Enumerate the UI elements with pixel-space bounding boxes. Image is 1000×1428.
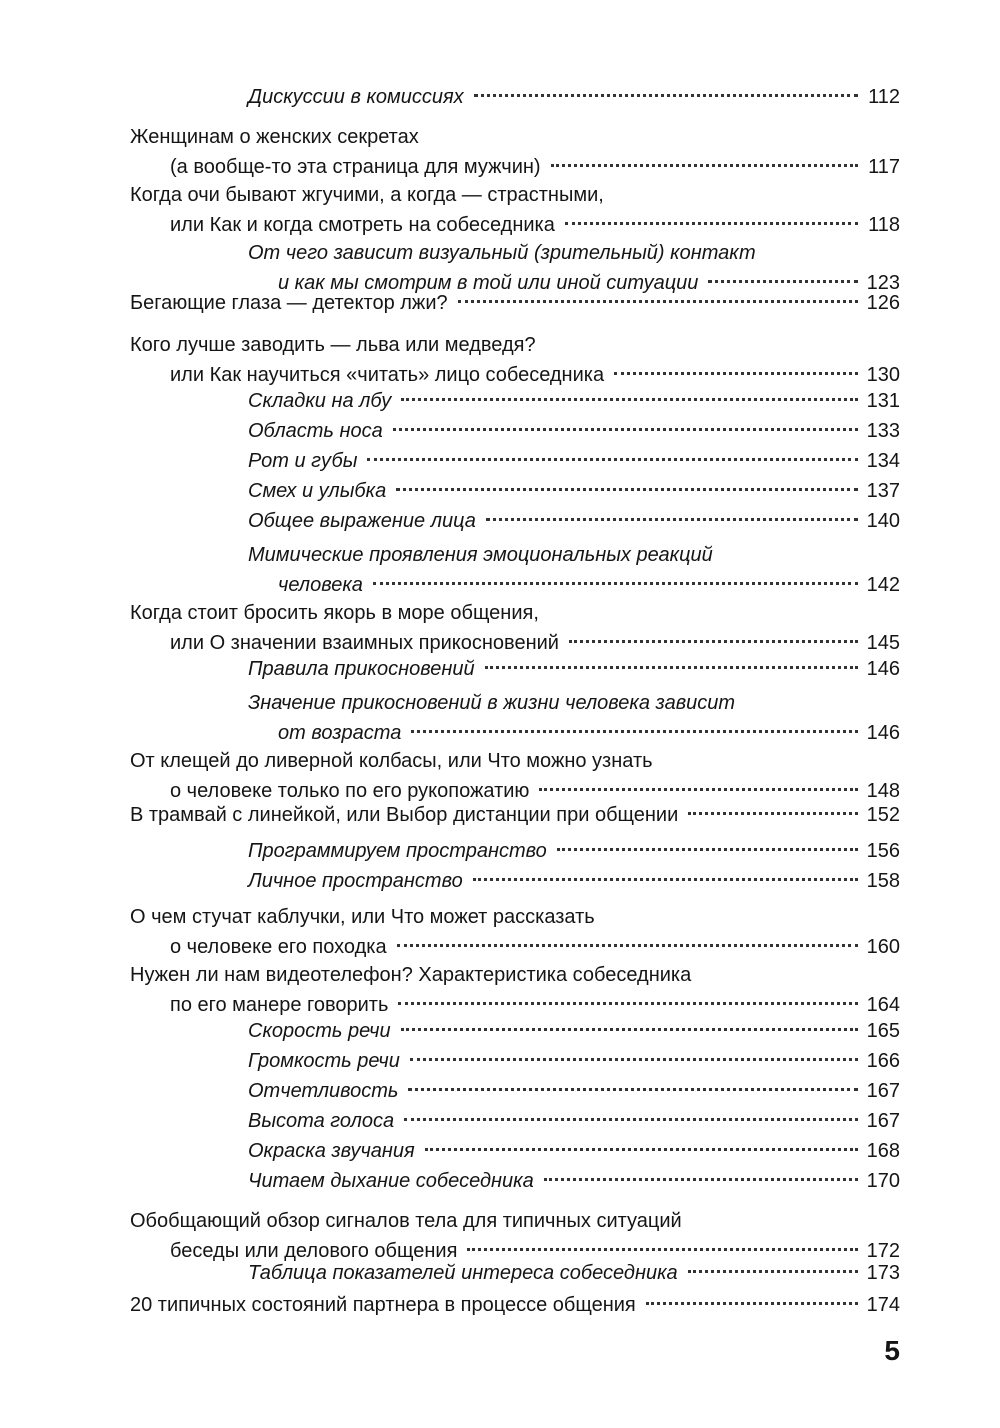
toc-page-number: 152: [866, 804, 900, 826]
toc-title-text: Когда очи бывают жгучими, а когда — страстными,: [130, 184, 604, 206]
toc-title-text: Когда стоит бросить якорь в море общения,: [130, 602, 539, 624]
toc-title-text: Дискуссии в комиссиях: [248, 86, 464, 108]
toc-page-number: 133: [866, 420, 900, 442]
toc-title-text: Смех и улыбка: [248, 480, 387, 502]
toc-subentry: [248, 1076, 900, 1106]
toc-page-number: 174: [866, 1294, 900, 1316]
toc-page-number: 158: [866, 870, 900, 892]
toc-title-text: Нужен ли нам видеотелефон? Характеристика собеседника: [130, 964, 692, 986]
toc-page-number: 142: [866, 574, 900, 596]
toc-title-text: или Как научиться «читать» лицо собеседника: [170, 364, 605, 386]
toc-entry: [130, 960, 900, 1020]
toc-subentry: [248, 1046, 900, 1076]
dot-leader: [485, 666, 858, 669]
toc-title-text: о человеке только по его рукопожатию: [170, 780, 530, 802]
toc-entry: [130, 122, 900, 182]
toc-title-text: Мимические проявления эмоциональных реакций: [248, 544, 713, 566]
toc-title-text: Правила прикосновений: [248, 658, 475, 680]
toc-line: [248, 1016, 900, 1046]
dot-leader: [708, 280, 858, 283]
page-number: 5: [884, 1335, 900, 1366]
toc-subentry: [248, 1016, 900, 1046]
toc-line: [248, 1106, 900, 1136]
dot-leader: [569, 640, 858, 643]
dot-leader: [401, 1028, 858, 1031]
toc-line: [130, 1206, 900, 1236]
toc-line: [130, 288, 900, 318]
dot-leader: [688, 1270, 858, 1273]
toc-line: [130, 598, 900, 628]
toc-line: [130, 932, 900, 962]
dot-leader: [646, 1302, 858, 1305]
toc-page-number: 146: [866, 658, 900, 680]
toc-page-number: 145: [866, 632, 900, 654]
toc-title-text: Высота голоса: [248, 1110, 395, 1132]
dot-leader: [411, 730, 858, 733]
toc-line: [130, 960, 900, 990]
toc-page-number: 172: [866, 1240, 900, 1262]
toc-line: [248, 82, 900, 112]
toc-title-text: Область носа: [248, 420, 383, 442]
toc-line: [248, 1136, 900, 1166]
toc-subentry: [248, 836, 900, 866]
toc-page-number: 140: [866, 510, 900, 532]
toc-page-number: 167: [866, 1080, 900, 1102]
toc-entry: [130, 330, 900, 390]
toc-page-number: 112: [868, 86, 900, 108]
dot-leader: [565, 222, 858, 225]
toc-line: [130, 180, 900, 210]
toc-line: [248, 1258, 900, 1288]
toc-page-number: 134: [866, 450, 900, 472]
toc-subentry: [248, 1136, 900, 1166]
toc-title-text: Кого лучше заводить — льва или медведя?: [130, 334, 536, 356]
toc-title-text: Окраска звучания: [248, 1140, 415, 1162]
toc-line: [130, 1290, 900, 1320]
toc-subentry: [248, 446, 900, 476]
toc-line: [248, 570, 900, 600]
toc-title-text: Отчетливость: [248, 1080, 399, 1102]
toc-line: [248, 476, 900, 506]
toc-page-number: 166: [866, 1050, 900, 1072]
dot-leader: [396, 488, 858, 491]
toc-title-text: Обобщающий обзор сигналов тела для типичных ситуаций: [130, 1210, 682, 1232]
toc-entry: [130, 180, 900, 240]
dot-leader: [467, 1248, 858, 1251]
toc-page-number: 173: [866, 1262, 900, 1284]
toc-title-text: и как мы смотрим в той или иной ситуации: [278, 272, 699, 294]
toc-subentry: [248, 506, 900, 536]
dot-leader: [401, 398, 858, 401]
toc-line: [130, 902, 900, 932]
toc-entry: [130, 1206, 900, 1266]
toc-page-number: 160: [866, 936, 900, 958]
toc-page-number: 170: [866, 1170, 900, 1192]
toc-line: [130, 122, 900, 152]
toc-title-text: Рот и губы: [248, 450, 358, 472]
toc-page-number: 146: [866, 722, 900, 744]
toc-line: [248, 446, 900, 476]
toc-title-text: От клещей до ливерной колбасы, или Что можно узнать: [130, 750, 653, 772]
toc-line: [248, 540, 900, 570]
toc-page-number: 165: [866, 1020, 900, 1042]
toc-title-text: О чем стучат каблучки, или Что может рассказать: [130, 906, 595, 928]
toc-title-text: (а вообще-то эта страница для мужчин): [170, 156, 541, 178]
toc-page-number: 130: [866, 364, 900, 386]
toc-title-text: Таблица показателей интереса собеседника: [248, 1262, 678, 1284]
toc-subentry: [248, 476, 900, 506]
dot-leader: [408, 1088, 858, 1091]
toc-line: [248, 238, 900, 268]
toc-line: [248, 1046, 900, 1076]
toc-line: [130, 210, 900, 240]
toc-title-text: Значение прикосновений в жизни человека зависит: [248, 692, 736, 714]
toc-title-text: Женщинам о женских секретах: [130, 126, 419, 148]
toc-page-number: 164: [866, 994, 900, 1016]
toc-subentry: [248, 866, 900, 896]
toc-subentry: [248, 416, 900, 446]
dot-leader: [539, 788, 858, 791]
toc-title-text: или Как и когда смотреть на собеседника: [170, 214, 555, 236]
toc-title-text: Складки на лбу: [248, 390, 392, 412]
dot-leader: [425, 1148, 858, 1151]
toc-title-text: Читаем дыхание собеседника: [248, 1170, 534, 1192]
toc-title-text: Общее выражение лица: [248, 510, 476, 532]
dot-leader: [398, 1002, 858, 1005]
toc-line: [248, 1166, 900, 1196]
toc-title-text: человека: [278, 574, 363, 596]
toc-page-number: 118: [868, 214, 900, 236]
toc-line: [130, 800, 900, 830]
dot-leader: [557, 848, 858, 851]
toc-entry: [130, 902, 900, 962]
dot-leader: [614, 372, 858, 375]
dot-leader: [393, 428, 858, 431]
toc-entry: [130, 746, 900, 806]
toc-page-number: 156: [866, 840, 900, 862]
toc-page-number: 168: [866, 1140, 900, 1162]
toc-entry: [130, 1290, 900, 1320]
toc-line: [248, 416, 900, 446]
toc-line: [248, 866, 900, 896]
toc-page-number: 131: [866, 390, 900, 412]
toc-title-text: В трамвай с линейкой, или Выбор дистанции при общении: [130, 804, 679, 826]
dot-leader: [410, 1058, 858, 1061]
toc-entry: [130, 288, 900, 318]
dot-leader: [404, 1118, 858, 1121]
dot-leader: [486, 518, 858, 521]
toc-entry: [130, 800, 900, 830]
dot-leader: [473, 878, 858, 881]
toc-subentry: [248, 654, 900, 684]
toc-line: [248, 688, 900, 718]
toc-line: [248, 1076, 900, 1106]
toc-line: [248, 718, 900, 748]
toc-page-number: 126: [866, 292, 900, 314]
toc-page-number: 137: [866, 480, 900, 502]
toc-entry: [130, 598, 900, 658]
toc-title-text: 20 типичных состояний партнера в процессе общения: [130, 1294, 636, 1316]
toc-title-text: или О значении взаимных прикосновений: [170, 632, 559, 654]
toc-line: [248, 386, 900, 416]
toc-title-text: От чего зависит визуальный (зрительный) контакт: [248, 242, 756, 264]
dot-leader: [544, 1178, 858, 1181]
toc-line: [130, 152, 900, 182]
dot-leader: [551, 164, 858, 167]
toc-subentry: [248, 688, 900, 748]
toc-page-number: 123: [866, 272, 900, 294]
dot-leader: [367, 458, 858, 461]
toc-line: [248, 836, 900, 866]
toc-subentry: [248, 1166, 900, 1196]
toc-title-text: о человеке его походка: [170, 936, 387, 958]
toc-subentry: [248, 1106, 900, 1136]
toc-subentry: [248, 1258, 900, 1288]
toc-subentry: [248, 540, 900, 600]
toc-line: [248, 654, 900, 684]
dot-leader: [474, 94, 858, 97]
dot-leader: [458, 300, 858, 303]
toc-title-text: Громкость речи: [248, 1050, 400, 1072]
toc-title-text: беседы или делового общения: [170, 1240, 458, 1262]
toc-title-text: Программируем пространство: [248, 840, 547, 862]
toc-line: [248, 506, 900, 536]
toc-page-number: 167: [866, 1110, 900, 1132]
dot-leader: [397, 944, 858, 947]
toc-title-text: Бегающие глаза — детектор лжи?: [130, 292, 448, 314]
toc-title-text: Скорость речи: [248, 1020, 391, 1042]
dot-leader: [373, 582, 858, 585]
toc-page-number: 117: [868, 156, 900, 178]
toc-title-text: по его манере говорить: [170, 994, 389, 1016]
toc-page-number: 148: [866, 780, 900, 802]
toc-subentry: [248, 82, 900, 112]
toc-title-text: от возраста: [278, 722, 402, 744]
toc-line: [130, 746, 900, 776]
toc-subentry: [248, 386, 900, 416]
toc-line: [130, 330, 900, 360]
dot-leader: [688, 812, 858, 815]
toc-title-text: Личное пространство: [248, 870, 463, 892]
